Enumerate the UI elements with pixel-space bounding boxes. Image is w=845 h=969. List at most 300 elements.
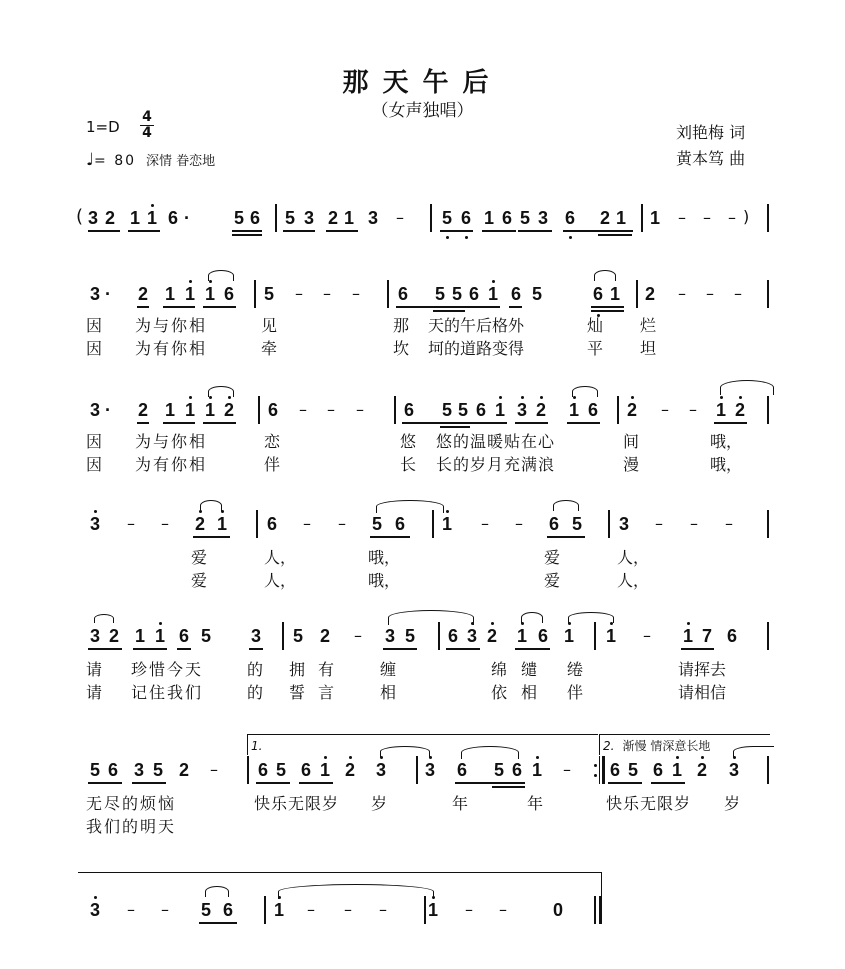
barline xyxy=(254,280,256,308)
underline xyxy=(88,230,120,232)
lyric: 人， xyxy=(264,548,297,567)
lyric: 平 xyxy=(587,339,604,358)
barline xyxy=(767,396,769,424)
lyric: 为与你相 xyxy=(135,316,208,335)
lyric: 天的午后格外 xyxy=(428,316,525,335)
note: 2 xyxy=(223,400,234,420)
high-octave-dot xyxy=(159,622,162,625)
barline xyxy=(608,510,610,538)
dash: – xyxy=(327,400,335,419)
expression-marking: 深情 眷恋地 xyxy=(146,154,216,169)
note: 6 xyxy=(501,208,512,228)
barline xyxy=(767,510,769,538)
barline xyxy=(767,756,769,784)
underline xyxy=(455,782,525,784)
dash: – xyxy=(344,900,352,919)
paren-close: ) xyxy=(743,207,750,226)
note: 3 xyxy=(89,626,100,646)
lyric: 爱 xyxy=(544,571,561,590)
lyric: 缠 xyxy=(380,660,397,679)
note: 2 xyxy=(599,208,610,228)
augmentation-dot: · xyxy=(105,284,111,304)
lyric: 快乐无限岁 xyxy=(254,794,340,813)
underline xyxy=(283,230,315,232)
underline xyxy=(203,306,236,308)
dash: – xyxy=(703,208,711,227)
augmentation-dot: · xyxy=(105,400,111,420)
lyric: 绵 xyxy=(491,660,508,679)
lyric: 绻 xyxy=(567,660,584,679)
underline xyxy=(515,422,548,424)
tie xyxy=(278,884,434,899)
high-octave-dot xyxy=(610,622,613,625)
note: 5 xyxy=(284,208,295,228)
dash: – xyxy=(161,900,169,919)
note: 1 xyxy=(184,400,195,420)
high-octave-dot xyxy=(429,756,432,759)
dash: – xyxy=(396,208,404,227)
lyricist-credit: 刘艳梅 词 xyxy=(676,123,746,142)
lyric: 因 xyxy=(86,316,103,335)
note: 5 xyxy=(371,514,382,534)
lyric: 坦 xyxy=(640,339,657,358)
tie xyxy=(380,746,430,757)
lyric: 岁 xyxy=(371,794,388,813)
note: 5 xyxy=(263,284,274,304)
underline xyxy=(256,782,290,784)
lyric: 哦， xyxy=(710,432,743,451)
underline xyxy=(518,230,552,232)
note: 1 xyxy=(649,208,660,228)
note: 6 xyxy=(609,760,620,780)
lyric: 的 xyxy=(247,660,264,679)
note: 3 xyxy=(367,208,378,228)
slur xyxy=(594,270,616,281)
lyric: 为有你相 xyxy=(135,339,208,358)
lyric: 坎 xyxy=(393,339,410,358)
underline xyxy=(591,306,624,308)
tie xyxy=(388,610,474,625)
note: 7 xyxy=(701,626,712,646)
underline xyxy=(681,648,714,650)
note: 5 xyxy=(627,760,638,780)
repeat-barline-thick xyxy=(602,756,605,784)
lyric: 快乐无限岁 xyxy=(606,794,692,813)
note: 1 xyxy=(129,208,140,228)
note: 3 xyxy=(250,626,261,646)
note: 5 xyxy=(519,208,530,228)
barline xyxy=(256,510,258,538)
dash: – xyxy=(655,514,663,533)
note: 1 xyxy=(715,400,726,420)
underline xyxy=(88,648,122,650)
underline xyxy=(563,230,633,232)
note: 1 xyxy=(273,900,284,920)
note: 1 xyxy=(494,400,505,420)
note: 2 xyxy=(535,400,546,420)
dash: – xyxy=(379,900,387,919)
barline xyxy=(636,280,638,308)
note: 6 xyxy=(592,284,603,304)
underline xyxy=(651,782,685,784)
time-signature-top: 4 xyxy=(142,109,152,125)
note: 2 xyxy=(344,760,355,780)
barline xyxy=(282,622,284,650)
barline xyxy=(258,396,260,424)
lyric: 牵 xyxy=(261,339,278,358)
note: 3 xyxy=(384,626,395,646)
underline xyxy=(137,422,149,424)
lyric: 誓 xyxy=(289,683,306,702)
high-octave-dot xyxy=(536,756,539,759)
low-octave-dot xyxy=(569,236,572,239)
lyric: 有 xyxy=(318,660,335,679)
underline xyxy=(547,536,585,538)
underline xyxy=(177,648,191,650)
note: 5 xyxy=(152,760,163,780)
note: 5 xyxy=(457,400,468,420)
lyric: 人， xyxy=(264,571,297,590)
note: 6 xyxy=(511,760,522,780)
note: 6 xyxy=(548,514,559,534)
note: 5 xyxy=(493,760,504,780)
high-octave-dot xyxy=(499,396,502,399)
volta-2-label: 2. xyxy=(603,739,615,753)
dash: – xyxy=(303,514,311,533)
high-octave-dot xyxy=(471,622,474,625)
slur xyxy=(200,500,222,511)
note: 5 xyxy=(441,208,452,228)
dash: – xyxy=(481,514,489,533)
high-octave-dot xyxy=(521,396,524,399)
note: 1 xyxy=(146,208,157,228)
note: 1 xyxy=(319,760,330,780)
note: 5 xyxy=(89,760,100,780)
underline xyxy=(446,648,480,650)
barline xyxy=(275,204,277,232)
lyric: 为与你相 xyxy=(135,432,208,451)
tie xyxy=(376,500,444,513)
lyric: 间 xyxy=(623,432,640,451)
lyric: 悠 xyxy=(400,432,417,451)
note: 2 xyxy=(327,208,338,228)
note: 6 xyxy=(266,514,277,534)
underline xyxy=(193,536,230,538)
note: 6 xyxy=(587,400,598,420)
note: 1 xyxy=(216,514,227,534)
high-octave-dot xyxy=(189,396,192,399)
note: 2 xyxy=(696,760,707,780)
lyric: 见 xyxy=(261,316,278,335)
note: 6 xyxy=(403,400,414,420)
paren-open: ( xyxy=(76,206,84,227)
note: 0 xyxy=(552,900,563,920)
underline xyxy=(249,648,263,650)
note: 1 xyxy=(204,400,215,420)
underline xyxy=(515,648,550,650)
note: 6 xyxy=(468,284,479,304)
note: 3 xyxy=(89,900,100,920)
note: 1 xyxy=(605,626,616,646)
note: 6 xyxy=(510,284,521,304)
note: 1 xyxy=(487,284,498,304)
composer-credit: 黄本笃 曲 xyxy=(676,149,746,168)
high-octave-dot xyxy=(446,510,449,513)
note: 2 xyxy=(486,626,497,646)
lyric: 灿 xyxy=(587,316,604,335)
dash: – xyxy=(706,284,714,303)
quarter-note-icon: ♩ xyxy=(86,150,95,170)
dash: – xyxy=(161,514,169,533)
note: 5 xyxy=(292,626,303,646)
underline xyxy=(88,782,122,784)
lyric: 岁 xyxy=(724,794,741,813)
high-octave-dot xyxy=(324,756,327,759)
note: 2 xyxy=(644,284,655,304)
lyric: 哦， xyxy=(368,548,401,567)
barline xyxy=(430,204,432,232)
note: 5 xyxy=(233,208,244,228)
note: 6 xyxy=(460,208,471,228)
note: 3 xyxy=(303,208,314,228)
note: 1 xyxy=(483,208,494,228)
high-octave-dot xyxy=(687,622,690,625)
note: 1 xyxy=(671,760,682,780)
note: 3 xyxy=(133,760,144,780)
note: 1 xyxy=(563,626,574,646)
song-title: 那天午后 xyxy=(342,68,503,98)
underline xyxy=(199,922,237,924)
note: 6 xyxy=(223,284,234,304)
dash: – xyxy=(356,400,364,419)
note: 2 xyxy=(104,208,115,228)
slur xyxy=(208,270,234,281)
tie xyxy=(568,612,614,623)
underline xyxy=(163,306,195,308)
repeat-dot xyxy=(594,774,597,777)
note: 5 xyxy=(404,626,415,646)
note: 6 xyxy=(537,626,548,646)
underline xyxy=(598,234,632,236)
note: 5 xyxy=(571,514,582,534)
dash: – xyxy=(499,900,507,919)
note: 1 xyxy=(134,626,145,646)
lyric: 人， xyxy=(617,548,650,567)
dash: – xyxy=(295,284,303,303)
note: 6 xyxy=(167,208,178,228)
underline xyxy=(232,230,262,232)
note: 1 xyxy=(609,284,620,304)
time-signature-bottom: 4 xyxy=(142,125,152,141)
dash: – xyxy=(678,208,686,227)
barline xyxy=(594,622,596,650)
note: 3 xyxy=(516,400,527,420)
note: 6 xyxy=(300,760,311,780)
lyric: 珍惜今天 xyxy=(131,660,204,679)
underline xyxy=(132,782,166,784)
tempo-expression-2: 渐慢 情深意长地 xyxy=(622,739,711,753)
barline xyxy=(767,622,769,650)
note: 6 xyxy=(249,208,260,228)
barline xyxy=(416,756,418,784)
barline xyxy=(767,280,769,308)
high-octave-dot xyxy=(349,756,352,759)
dash: – xyxy=(690,514,698,533)
key-signature: 1=D xyxy=(86,118,120,136)
underline xyxy=(128,230,160,232)
dash: – xyxy=(338,514,346,533)
underline xyxy=(608,782,642,784)
high-octave-dot xyxy=(491,622,494,625)
dash: – xyxy=(563,760,571,779)
note: 3 xyxy=(87,208,98,228)
note: 3 xyxy=(424,760,435,780)
dash: – xyxy=(728,208,736,227)
high-octave-dot xyxy=(432,896,435,899)
low-octave-dot xyxy=(465,236,468,239)
slur xyxy=(553,500,579,511)
tempo-marking xyxy=(86,150,215,170)
lyric: 长的岁月充满浪 xyxy=(436,455,556,474)
lyric: 记住我们 xyxy=(131,683,204,702)
note: 1 xyxy=(164,400,175,420)
barline xyxy=(617,396,619,424)
song-subtitle: （女声独唱） xyxy=(371,101,474,121)
lyric: 的 xyxy=(247,683,264,702)
barline xyxy=(264,896,266,924)
lyric: 因 xyxy=(86,339,103,358)
lyric: 哦， xyxy=(368,571,401,590)
note: 5 xyxy=(434,284,445,304)
dash: – xyxy=(210,760,218,779)
lyric: 依 xyxy=(491,683,508,702)
note: 1 xyxy=(204,284,215,304)
underline xyxy=(137,306,149,308)
lyric: 相 xyxy=(380,683,397,702)
barline xyxy=(247,756,249,784)
repeat-barline-thin xyxy=(599,756,600,784)
note: 1 xyxy=(184,284,195,304)
dash: – xyxy=(678,284,686,303)
lyric: 哦， xyxy=(710,455,743,474)
note: 1 xyxy=(427,900,438,920)
note: 5 xyxy=(200,900,211,920)
lyric: 恋 xyxy=(264,432,281,451)
barline xyxy=(767,204,769,232)
dash: – xyxy=(465,900,473,919)
note: 3 xyxy=(618,514,629,534)
lyric: 人， xyxy=(617,571,650,590)
underline xyxy=(482,230,516,232)
note: 2 xyxy=(319,626,330,646)
slur xyxy=(572,386,598,397)
underline xyxy=(714,422,747,424)
lyric: 请挥去 xyxy=(678,660,727,679)
note: 1 xyxy=(516,626,527,646)
lyric: 我们的明天 xyxy=(86,817,177,836)
note: 1 xyxy=(343,208,354,228)
lyric: 悠的温暖贴在心 xyxy=(436,432,556,451)
lyric: 因 xyxy=(86,432,103,451)
slur xyxy=(205,886,229,897)
note: 6 xyxy=(394,514,405,534)
lyric: 请 xyxy=(86,660,103,679)
final-barline-thick xyxy=(599,896,602,924)
dash: – xyxy=(354,626,362,645)
high-octave-dot xyxy=(701,756,704,759)
note: 2 xyxy=(137,400,148,420)
underline xyxy=(467,306,500,308)
underline xyxy=(440,230,473,232)
note: 1 xyxy=(531,760,542,780)
note: 6 xyxy=(257,760,268,780)
augmentation-dot: · xyxy=(184,208,190,228)
high-octave-dot xyxy=(151,204,154,207)
underline xyxy=(203,422,236,424)
lyric: 伴 xyxy=(264,455,281,474)
underline xyxy=(370,536,410,538)
dash: – xyxy=(127,900,135,919)
dash: – xyxy=(725,514,733,533)
underline xyxy=(567,422,600,424)
note: 6 xyxy=(456,760,467,780)
note: 3 xyxy=(89,514,100,534)
lyric: 烂 xyxy=(640,316,657,335)
lyric: 年 xyxy=(527,794,544,813)
underline xyxy=(591,310,624,312)
note: 1 xyxy=(164,284,175,304)
dash: – xyxy=(515,514,523,533)
final-barline-thin xyxy=(594,896,596,924)
dash: – xyxy=(307,900,315,919)
note: 3 xyxy=(89,400,100,420)
barline xyxy=(394,396,396,424)
high-octave-dot xyxy=(189,280,192,283)
underline xyxy=(383,648,417,650)
high-octave-dot xyxy=(720,396,723,399)
high-octave-dot xyxy=(631,396,634,399)
barline xyxy=(438,622,440,650)
lyric: 那 xyxy=(393,316,410,335)
repeat-dot xyxy=(594,764,597,767)
note: 2 xyxy=(178,760,189,780)
dash: – xyxy=(643,626,651,645)
underline xyxy=(433,310,465,312)
note: 3 xyxy=(375,760,386,780)
tie xyxy=(720,380,774,395)
lyric: 年 xyxy=(452,794,469,813)
note: 1 xyxy=(682,626,693,646)
note: 1 xyxy=(154,626,165,646)
note: 6 xyxy=(222,900,233,920)
low-octave-dot xyxy=(446,236,449,239)
lyric: 请相信 xyxy=(678,683,727,702)
note: 5 xyxy=(531,284,542,304)
dash: – xyxy=(734,284,742,303)
note: 2 xyxy=(137,284,148,304)
barline xyxy=(432,510,434,538)
note: 1 xyxy=(615,208,626,228)
lyric: 为有你相 xyxy=(135,455,208,474)
note: 6 xyxy=(107,760,118,780)
high-octave-dot xyxy=(540,396,543,399)
lyric: 请 xyxy=(86,683,103,702)
high-octave-dot xyxy=(94,896,97,899)
underline xyxy=(299,782,333,784)
note: 6 xyxy=(726,626,737,646)
slur xyxy=(94,614,114,623)
underline xyxy=(163,422,195,424)
